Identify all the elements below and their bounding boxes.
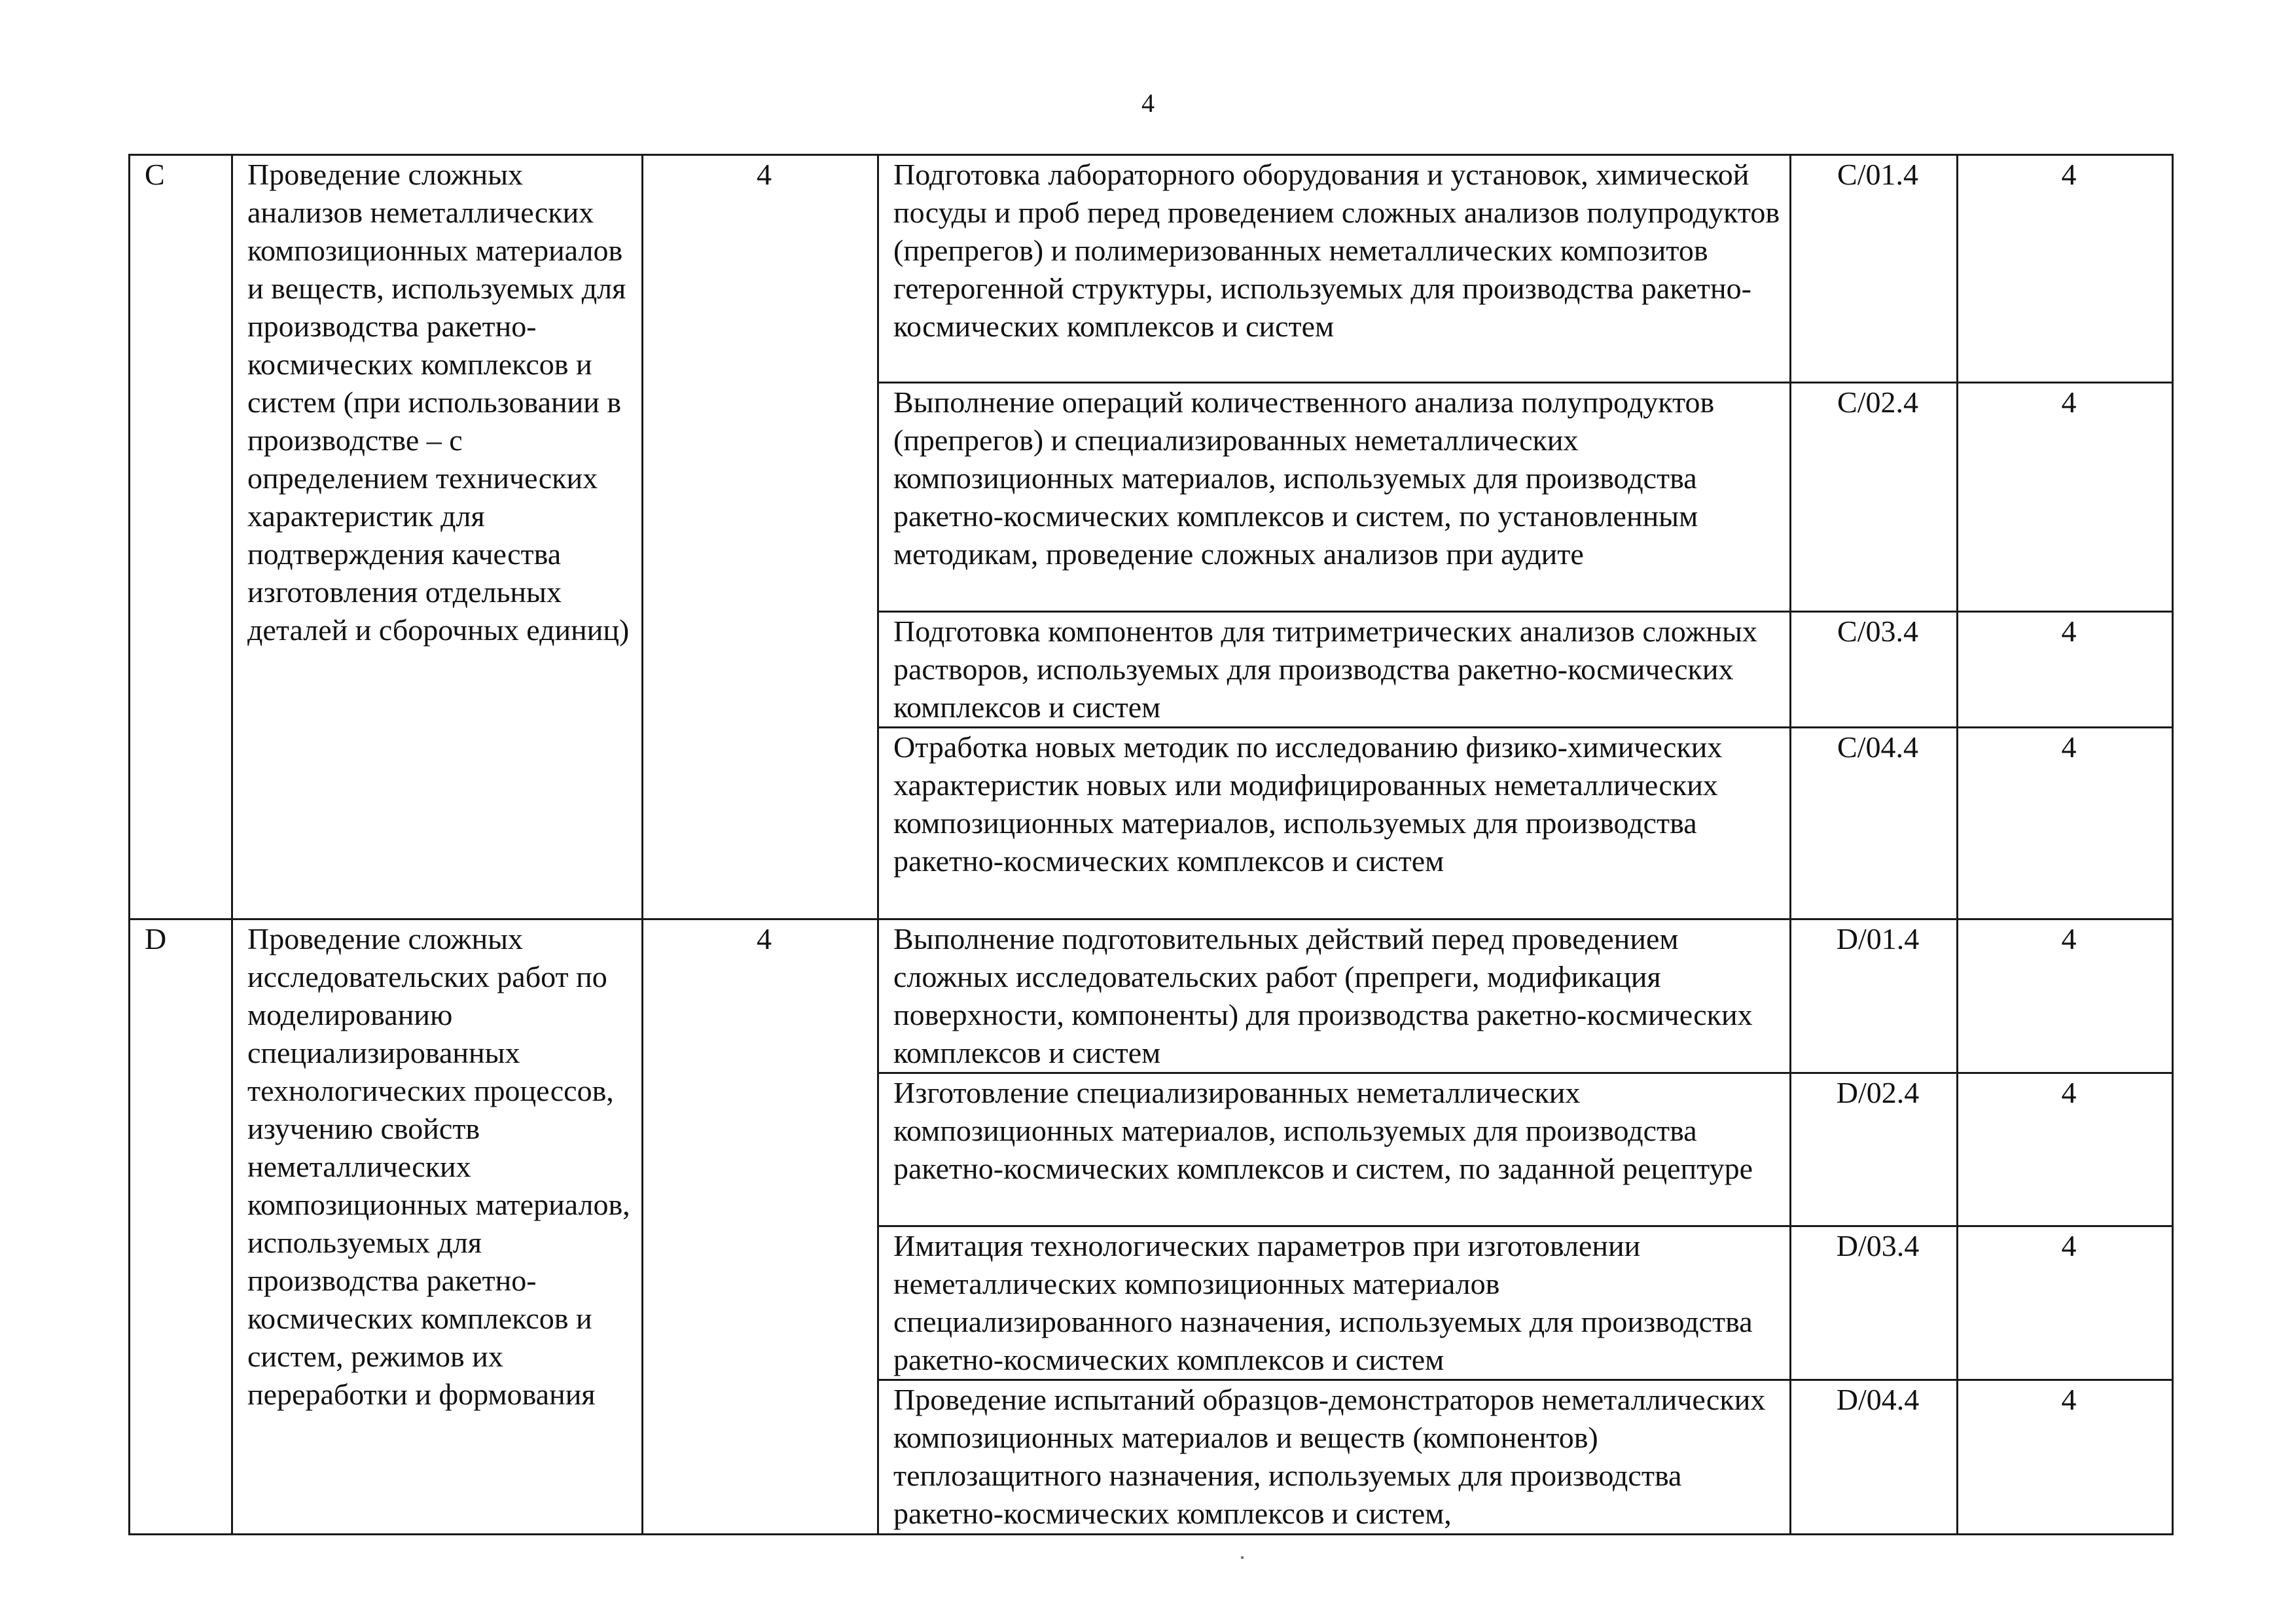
function-name: Проведение испытаний образцов-демонстраторов неметаллических композиционных материалов и веществ (компонентов) теплозащитного назначения, используемых для производства ракетно-космических комплексов и систем, <box>878 1380 1791 1535</box>
group-name: Проведение сложных исследовательских работ по моделированию специализированных технологических процессов, изучению свойств неметаллических композиционных материалов, используемых для производства ракетно-космических комплексов и систем, режимов их переработки и формования <box>232 919 643 1535</box>
function-name: Подготовка лабораторного оборудования и установок, химической посуды и проб перед проведением сложных анализов полупродуктов (препрегов) и полимеризованных неметаллических композитов гетерогенной структуры, используемых для производства ракетно-космических комплексов и систем <box>878 155 1791 383</box>
function-level: 4 <box>1958 383 2173 612</box>
function-name: Подготовка компонентов для титриметрических анализов сложных растворов, используемых для производства ракетно-космических комплексов и систем <box>878 612 1791 728</box>
scan-dot <box>1241 1556 1244 1559</box>
group-name: Проведение сложных анализов неметаллических композиционных материалов и веществ, используемых для производства ракетно-космических комплексов и систем (при использовании в производстве – с определением технических характеристик для подтверждения качества изготовления отдельных деталей и сборочных единиц) <box>232 155 643 919</box>
function-level: 4 <box>1958 1226 2173 1380</box>
function-code: D/03.4 <box>1791 1226 1958 1380</box>
function-name: Изготовление специализированных неметаллических композиционных материалов, используемых для производства ракетно-космических комплексов и систем, по заданной рецептуре <box>878 1073 1791 1226</box>
function-level: 4 <box>1958 155 2173 383</box>
function-code: C/02.4 <box>1791 383 1958 612</box>
function-name: Выполнение подготовительных действий перед проведением сложных исследовательских работ (препреги, модификация поверхности, компоненты) для производства ракетно-космических комплексов и систем <box>878 919 1791 1073</box>
function-code: D/02.4 <box>1791 1073 1958 1226</box>
function-code: C/01.4 <box>1791 155 1958 383</box>
function-level: 4 <box>1958 612 2173 728</box>
page-number: 4 <box>1141 88 1155 118</box>
table-row <box>130 155 2173 383</box>
function-code: D/01.4 <box>1791 919 1958 1073</box>
function-level: 4 <box>1958 728 2173 919</box>
function-code: C/04.4 <box>1791 728 1958 919</box>
function-level: 4 <box>1958 1380 2173 1535</box>
group-letter: C <box>130 155 232 919</box>
function-code: D/04.4 <box>1791 1380 1958 1535</box>
group-level: 4 <box>643 155 878 919</box>
function-name: Отработка новых методик по исследованию физико-химических характеристик новых или модифицированных неметаллических композиционных материалов, используемых для производства ракетно-космических комплексов и систем <box>878 728 1791 919</box>
function-level: 4 <box>1958 919 2173 1073</box>
function-name: Имитация технологических параметров при изготовлении неметаллических композиционных материалов специализированного назначения, используемых для производства ракетно-космических комплексов и систем <box>878 1226 1791 1380</box>
function-code: C/03.4 <box>1791 612 1958 728</box>
table-row <box>130 919 2173 1073</box>
function-level: 4 <box>1958 1073 2173 1226</box>
group-letter: D <box>130 919 232 1535</box>
functions-table <box>128 154 2174 1535</box>
group-level: 4 <box>643 919 878 1535</box>
function-name: Выполнение операций количественного анализа полупродуктов (препрегов) и специализированных неметаллических композиционных материалов, используемых для производства ракетно-космических комплексов и систем, по установленным методикам, проведение сложных анализов при аудите <box>878 383 1791 612</box>
